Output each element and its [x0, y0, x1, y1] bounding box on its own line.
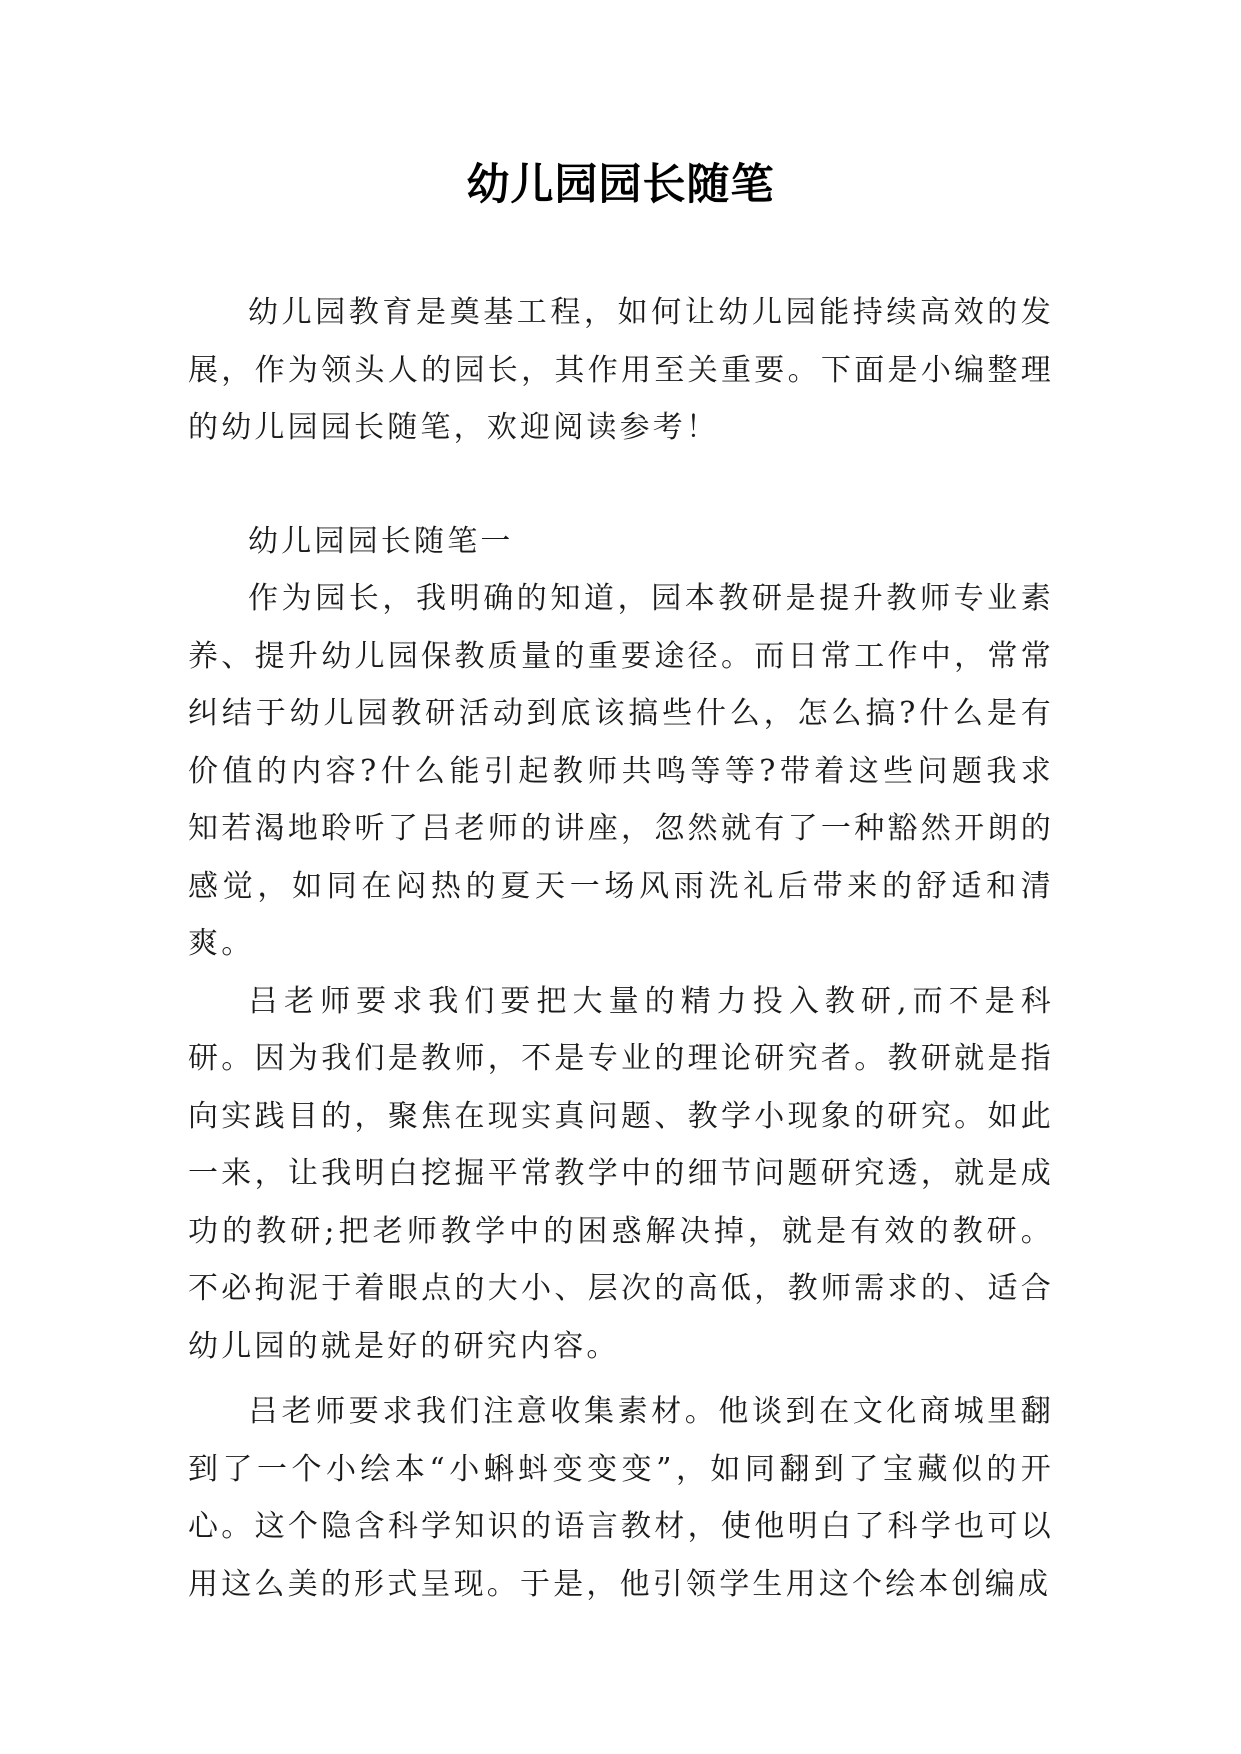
body-paragraph: 作为园长，我明确的知道，园本教研是提升教师专业素养、提升幼儿园保教质量的重要途径。而日常工作中，常常纠结于幼儿园教研活动到底该搞些什么，怎么搞?什么是有价值的内容?什么能引起教师共鸣等等?带着这些问题我求知若渴地聆听了吕老师的讲座，忽然就有了一种豁然开朗的感觉，如同在闷热的夏天一场风雨洗礼后带来的舒适和清爽。 [188, 581, 1054, 961]
intro-paragraph: 幼儿园教育是奠基工程，如何让幼儿园能持续高效的发展，作为领头人的园长，其作用至关重要。下面是小编整理的幼儿园园长随笔，欢迎阅读参考！ [188, 295, 1054, 445]
body-paragraph: 吕老师要求我们注意收集素材。他谈到在文化商城里翻到了一个小绘本“小蝌蚪变变变”，如同翻到了宝藏似的开心。这个隐含科学知识的语言教材，使他明白了科学也可以用这么美的形式呈现。于是，他引领学生用这个绘本创编成 [188, 1394, 1054, 1602]
document-body [188, 284, 1054, 1613]
body-paragraph: 吕老师要求我们要把大量的精力投入教研,而不是科研。因为我们是教师，不是专业的理论研究者。教研就是指向实践目的，聚焦在现实真问题、教学小现象的研究。如此一来，让我明白挖掘平常教学中的细节问题研究透，就是成功的教研;把老师教学中的困惑解决掉，就是有效的教研。不必拘泥于着眼点的大小、层次的高低，教师需求的、适合幼儿园的就是好的研究内容。 [188, 983, 1054, 1364]
section-heading: 幼儿园园长随笔一 [248, 523, 514, 559]
document-title: 幼儿园园长随笔 [466, 160, 775, 210]
